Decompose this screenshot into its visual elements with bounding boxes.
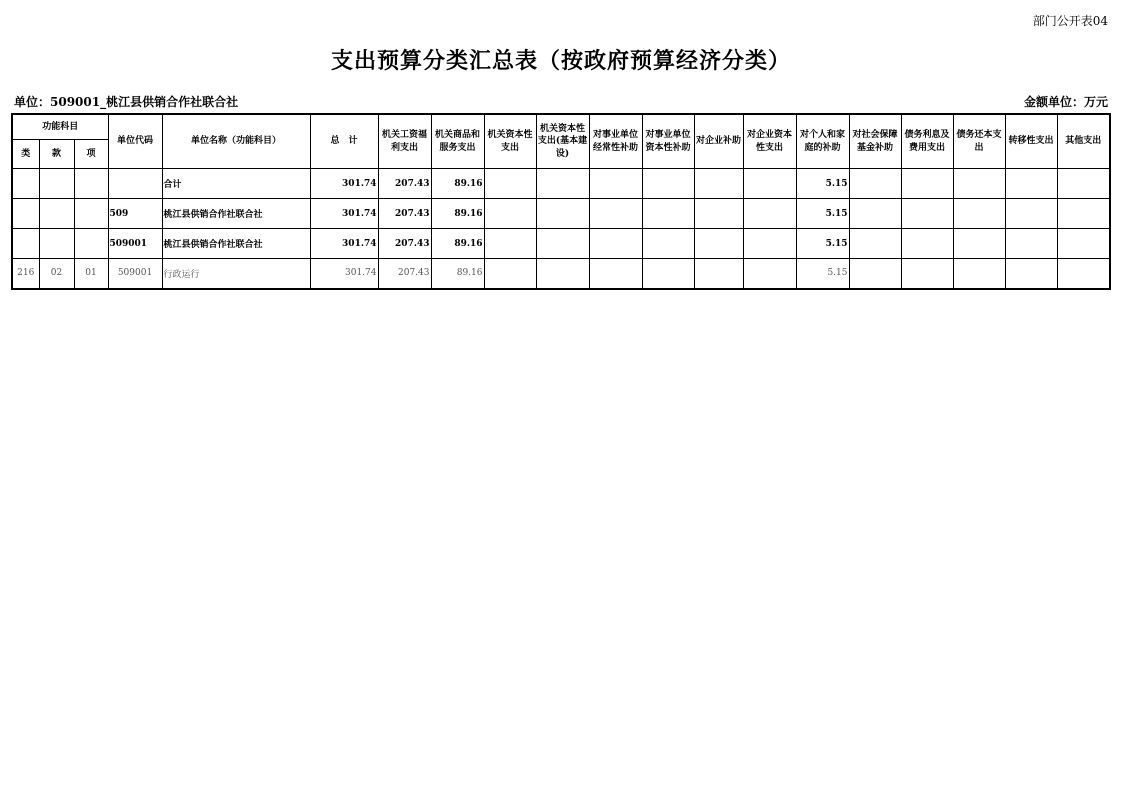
cell-lei <box>12 199 39 229</box>
header-c8: 对企业资本性支出 <box>743 114 796 169</box>
cell-kuan <box>39 229 74 259</box>
cell-c14 <box>1057 169 1110 199</box>
header-total: 总 计 <box>310 114 378 169</box>
cell-c9: 5.15 <box>796 229 849 259</box>
header-c3: 机关资本性支出 <box>484 114 536 169</box>
cell-c9: 5.15 <box>796 199 849 229</box>
cell-c6 <box>642 199 694 229</box>
cell-c4 <box>536 169 589 199</box>
cell-name: 合计 <box>162 169 310 199</box>
header-c4: 机关资本性支出(基本建设) <box>536 114 589 169</box>
header-func-subject: 功能科目 <box>12 114 108 140</box>
cell-name: 桃江县供销合作社联合社 <box>162 229 310 259</box>
cell-c13 <box>1005 199 1057 229</box>
cell-c13 <box>1005 229 1057 259</box>
cell-c4 <box>536 199 589 229</box>
header-c13: 转移性支出 <box>1005 114 1057 169</box>
cell-c3 <box>484 229 536 259</box>
page-title: 支出预算分类汇总表（按政府预算经济分类） <box>330 48 791 74</box>
cell-c12 <box>953 229 1005 259</box>
header-c11: 债务利息及费用支出 <box>901 114 953 169</box>
cell-c11 <box>901 199 953 229</box>
cell-c7 <box>694 199 743 229</box>
header-unit-name: 单位名称（功能科目） <box>162 114 310 169</box>
header-lei: 类 <box>12 140 39 169</box>
unit-info-line <box>14 93 1108 109</box>
cell-c10 <box>849 259 901 289</box>
cell-c8 <box>743 199 796 229</box>
cell-c14 <box>1057 259 1110 289</box>
cell-c3 <box>484 259 536 289</box>
cell-c7 <box>694 229 743 259</box>
cell-c5 <box>589 229 642 259</box>
cell-c1: 207.43 <box>378 169 431 199</box>
cell-c1: 207.43 <box>378 229 431 259</box>
table-row-department <box>12 199 1110 229</box>
cell-c2: 89.16 <box>431 169 484 199</box>
cell-c7 <box>694 259 743 289</box>
cell-xiang <box>74 229 108 259</box>
expenditure-table <box>11 113 1111 290</box>
cell-total: 301.74 <box>310 169 378 199</box>
header-unit-code: 单位代码 <box>108 114 162 169</box>
cell-c4 <box>536 229 589 259</box>
header-xiang: 项 <box>74 140 108 169</box>
cell-lei: 216 <box>12 259 39 289</box>
cell-c11 <box>901 229 953 259</box>
header-c14: 其他支出 <box>1057 114 1110 169</box>
cell-lei <box>12 169 39 199</box>
header-c2: 机关商品和服务支出 <box>431 114 484 169</box>
cell-c7 <box>694 169 743 199</box>
cell-c5 <box>589 169 642 199</box>
cell-c8 <box>743 229 796 259</box>
cell-code <box>108 169 162 199</box>
cell-name: 桃江县供销合作社联合社 <box>162 199 310 229</box>
cell-c11 <box>901 259 953 289</box>
cell-c2: 89.16 <box>431 259 484 289</box>
table-row-unit <box>12 229 1110 259</box>
cell-kuan <box>39 199 74 229</box>
cell-xiang: 01 <box>74 259 108 289</box>
cell-c6 <box>642 229 694 259</box>
cell-c8 <box>743 169 796 199</box>
cell-c2: 89.16 <box>431 229 484 259</box>
cell-c12 <box>953 169 1005 199</box>
header-c1: 机关工资福利支出 <box>378 114 431 169</box>
cell-c13 <box>1005 169 1057 199</box>
cell-c2: 89.16 <box>431 199 484 229</box>
cell-c9: 5.15 <box>796 259 849 289</box>
cell-c3 <box>484 169 536 199</box>
cell-c4 <box>536 259 589 289</box>
cell-kuan <box>39 169 74 199</box>
form-number-label: 部门公开表04 <box>1032 14 1108 28</box>
cell-c10 <box>849 199 901 229</box>
cell-c11 <box>901 169 953 199</box>
cell-c5 <box>589 199 642 229</box>
cell-c6 <box>642 259 694 289</box>
cell-kuan: 02 <box>39 259 74 289</box>
cell-c12 <box>953 259 1005 289</box>
cell-c3 <box>484 199 536 229</box>
cell-c14 <box>1057 229 1110 259</box>
cell-c1: 207.43 <box>378 199 431 229</box>
cell-xiang <box>74 169 108 199</box>
header-c6: 对事业单位资本性补助 <box>642 114 694 169</box>
header-c9: 对个人和家庭的补助 <box>796 114 849 169</box>
cell-c13 <box>1005 259 1057 289</box>
header-c5: 对事业单位经常性补助 <box>589 114 642 169</box>
cell-name: 行政运行 <box>162 259 310 289</box>
cell-c10 <box>849 169 901 199</box>
cell-code: 509001 <box>108 229 162 259</box>
cell-c8 <box>743 259 796 289</box>
header-c10: 对社会保障基金补助 <box>849 114 901 169</box>
table-row-item <box>12 259 1110 289</box>
cell-lei <box>12 229 39 259</box>
cell-total: 301.74 <box>310 229 378 259</box>
cell-c14 <box>1057 199 1110 229</box>
cell-xiang <box>74 199 108 229</box>
cell-c10 <box>849 229 901 259</box>
cell-c5 <box>589 259 642 289</box>
cell-c9: 5.15 <box>796 169 849 199</box>
header-c12: 债务还本支出 <box>953 114 1005 169</box>
cell-total: 301.74 <box>310 199 378 229</box>
cell-total: 301.74 <box>310 259 378 289</box>
cell-c6 <box>642 169 694 199</box>
cell-c1: 207.43 <box>378 259 431 289</box>
table-row-total <box>12 169 1110 199</box>
cell-code: 509001 <box>108 259 162 289</box>
header-kuan: 款 <box>39 140 74 169</box>
amount-unit-label: 金额单位：万元 <box>1023 95 1108 109</box>
cell-c12 <box>953 199 1005 229</box>
header-c7: 对企业补助 <box>694 114 743 169</box>
unit-name-label: 单位：509001_桃江县供销合作社联合社 <box>14 95 239 109</box>
cell-code: 509 <box>108 199 162 229</box>
